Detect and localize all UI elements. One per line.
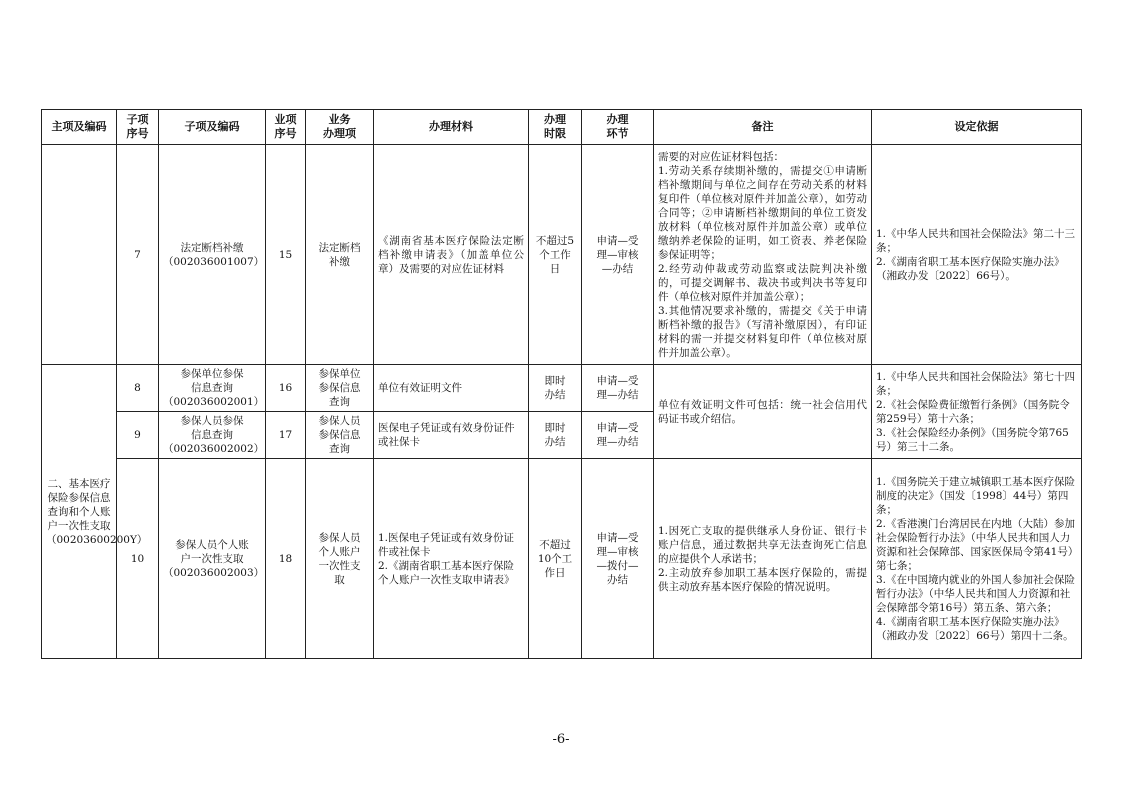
header-sub-no: 子项 序号 <box>117 110 159 145</box>
main-item-cell: 二、基本医疗保险参保信息查询和个人账户一次性支取（00203600200Y） <box>42 365 117 659</box>
header-process: 办理 环节 <box>582 110 654 145</box>
header-biz-no: 业项 序号 <box>266 110 306 145</box>
sub-item-cell: 法定断档补缴 （002036001007） <box>159 145 266 365</box>
process-cell: 申请—受 理—审核 —拨付— 办结 <box>582 459 654 659</box>
page-number: -6- <box>552 732 570 747</box>
sub-no-cell: 9 <box>117 412 159 459</box>
materials-cell: 1.医保电子凭证或有效身份证件或社保卡 2.《湖南省职工基本医疗保险个人账户一次性支取申请表》 <box>374 459 529 659</box>
table-row <box>42 145 1082 365</box>
header-remarks: 备注 <box>654 110 872 145</box>
header-time-limit: 办理 时限 <box>529 110 582 145</box>
main-item-cell-empty <box>42 145 117 365</box>
basis-cell: 1.《中华人民共和国社会保险法》第二十三条； 2.《湖南省职工基本医疗保险实施办法》（湘政办发〔2022〕66号）。 <box>872 145 1082 365</box>
header-basis: 设定依据 <box>872 110 1082 145</box>
header-sub-item: 子项及编码 <box>159 110 266 145</box>
time-limit-cell: 即时 办结 <box>529 365 582 412</box>
materials-cell: 《湖南省基本医疗保险法定断档补缴申请表》（加盖单位公章）及需要的对应佐证材料 <box>374 145 529 365</box>
time-limit-cell: 不超过 10个工 作日 <box>529 459 582 659</box>
time-limit-cell: 即时 办结 <box>529 412 582 459</box>
service-items-table <box>41 109 1082 659</box>
biz-item-cell: 参保人员 参保信息 查询 <box>306 412 374 459</box>
process-cell: 申请—受 理—办结 <box>582 365 654 412</box>
process-cell: 申请—受 理—办结 <box>582 412 654 459</box>
biz-no-cell: 15 <box>266 145 306 365</box>
header-materials: 办理材料 <box>374 110 529 145</box>
table-row <box>42 365 1082 412</box>
biz-item-cell: 参保单位 参保信息 查询 <box>306 365 374 412</box>
biz-no-cell: 16 <box>266 365 306 412</box>
sub-item-cell: 参保人员参保 信息查询 （002036002002） <box>159 412 266 459</box>
remarks-cell: 需要的对应佐证材料包括： 1.劳动关系存续期补缴的，需提交①申请断档补缴期间与单位之间存在劳动关系的材料复印件（单位核对原件并加盖公章），如劳动合同等；②申请断档补缴期间的单位工资发放材料（单位核对原件并加盖公章）或单位缴纳养老保险的证明，如工资表、养老保险参保证明等； 2.经劳动仲裁或劳动监察或法院判决补缴的，可提交调解书、裁决书或判决书等复印件（单位核对原件并加盖公章）； 3.其他情况要求补缴的，需提交《关于申请断档补缴的报告》（写清补缴原因），有印证材料的需一并提交材料复印件（单位核对原件并加盖公章）。 <box>654 145 872 365</box>
process-cell: 申请—受 理—审核 —办结 <box>582 145 654 365</box>
table-header-row <box>42 110 1082 145</box>
time-limit-cell: 不超过5 个工作 日 <box>529 145 582 365</box>
sub-no-cell: 7 <box>117 145 159 365</box>
sub-no-cell: 8 <box>117 365 159 412</box>
basis-cell: 1.《中华人民共和国社会保险法》第七十四条； 2.《社会保险费征缴暂行条例》（国务院令第259号）第十六条； 3.《社会保险经办条例》（国务院令第765号）第三十二条。 <box>872 365 1082 459</box>
biz-no-cell: 17 <box>266 412 306 459</box>
materials-cell: 医保电子凭证或有效身份证件或社保卡 <box>374 412 529 459</box>
biz-item-cell: 法定断档 补缴 <box>306 145 374 365</box>
biz-item-cell: 参保人员 个人账户 一次性支 取 <box>306 459 374 659</box>
sub-item-cell: 参保单位参保 信息查询 （002036002001） <box>159 365 266 412</box>
sub-no-cell: 10 <box>117 459 159 659</box>
header-biz-item: 业务 办理项 <box>306 110 374 145</box>
header-main-item: 主项及编码 <box>42 110 117 145</box>
sub-item-cell: 参保人员个人账 户一次性支取 （002036002003） <box>159 459 266 659</box>
basis-cell: 1.《国务院关于建立城镇职工基本医疗保险制度的决定》（国发〔1998〕44号）第四条； 2.《香港澳门台湾居民在内地（大陆）参加社会保险暂行办法》（中华人民共和国人力资源和社会保障部、国家医保局令第41号）第七条； 3.《在中国境内就业的外国人参加社会保险暂行办法》（中华人民共和国人力资源和社会保障部令第16号）第五条、第六条； 4.《湖南省职工基本医疗保险实施办法》（湘政办发〔2022〕66号）第四十二条。 <box>872 459 1082 659</box>
biz-no-cell: 18 <box>266 459 306 659</box>
remarks-cell: 1.因死亡支取的提供继承人身份证、银行卡账户信息，通过数据共享无法查询死亡信息的应提供个人承诺书； 2.主动放弃参加职工基本医疗保险的，需提供主动放弃基本医疗保险的情况说明。 <box>654 459 872 659</box>
materials-cell: 单位有效证明文件 <box>374 365 529 412</box>
remarks-cell: 单位有效证明文件可包括：统一社会信用代码证书或介绍信。 <box>654 365 872 459</box>
table-row <box>42 459 1082 659</box>
